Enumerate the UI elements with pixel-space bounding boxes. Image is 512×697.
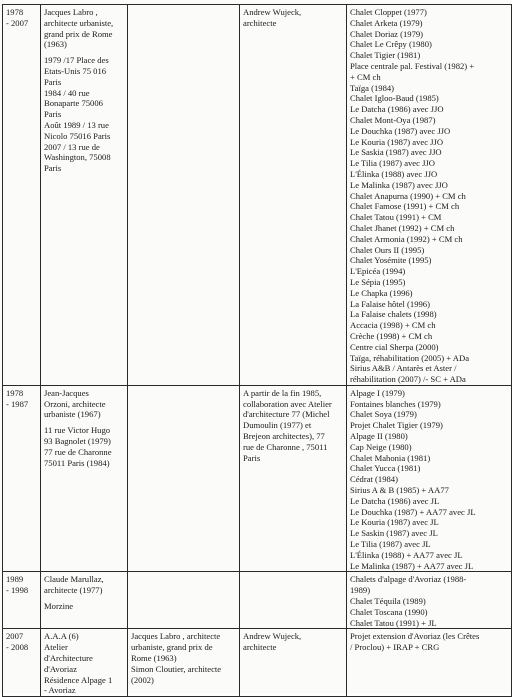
works-line: Place centrale pal. Festival (1982) + bbox=[350, 60, 475, 71]
works-line: Projet extension d'Avoriaz (les Crêtes bbox=[350, 631, 480, 642]
addresses1-line: 2007 / 13 rue de bbox=[44, 141, 100, 152]
addresses1-line: Morzine bbox=[44, 601, 74, 612]
architect1-line: Jean-Jacques bbox=[44, 387, 89, 398]
works-line: Chalet Téquila (1989) bbox=[350, 596, 426, 607]
collaborator-cell bbox=[240, 5, 347, 386]
architect-cell bbox=[41, 572, 128, 629]
works-line: Chalet Igloo-Baud (1985) bbox=[350, 93, 439, 104]
works-line: Le Chapka (1996) bbox=[350, 287, 413, 298]
architect1-line: d'Architecture bbox=[44, 653, 93, 664]
works-line: Chalet Jhanet (1992) + CM ch bbox=[350, 222, 455, 233]
works-line: La Falaise hôtel (1996) bbox=[350, 298, 430, 309]
architect1-line: Jacques Labro , bbox=[44, 7, 98, 17]
architect1-line: Résidence Alpage 1 bbox=[44, 674, 113, 685]
works-line: Le Saskia (1987) avec JJO bbox=[350, 147, 442, 158]
works-line: Sirius A&B / Antarès et Aster / bbox=[350, 363, 457, 374]
works-line: Chalet Armonia (1992) + CM ch bbox=[350, 233, 463, 244]
period-cell bbox=[3, 5, 41, 386]
works-line: Crèche (1998) + CM ch bbox=[350, 330, 433, 341]
architect3-line: architecte bbox=[243, 17, 277, 28]
architect3-line: A partir de la fin 1985, bbox=[243, 387, 322, 398]
works-line: Chalet Tatou (1991) + CM bbox=[350, 212, 442, 223]
works-line: Chalet Tigier (1981) bbox=[350, 50, 421, 61]
period-line: 1978 bbox=[6, 387, 24, 398]
works-line: Chalet Ours II (1995) bbox=[350, 244, 425, 255]
works-line: Chalet Mont-Oya (1987) bbox=[350, 114, 436, 125]
associate-architect-cell bbox=[128, 385, 240, 572]
architect-cell bbox=[41, 5, 128, 386]
architect2-line: (2002) bbox=[131, 674, 154, 685]
addresses1-line: Nicolo 75016 Paris bbox=[44, 130, 111, 141]
works-line: réhabilitation (2007) /- SC + ADa bbox=[350, 374, 466, 385]
architect3-line: architecte bbox=[243, 642, 277, 653]
works-line: Le Tilia (1987) avec JJO bbox=[350, 158, 435, 169]
associate-architect-cell bbox=[128, 5, 240, 386]
works-line: L'Epicéa (1994) bbox=[350, 266, 406, 277]
table-row bbox=[3, 5, 512, 386]
works-line: L'Élinka (1988) avec JJO bbox=[350, 168, 438, 179]
works-line: + CM ch bbox=[350, 71, 381, 82]
works-line: Le Kouria (1987) avec JJO bbox=[350, 136, 444, 147]
works-line: Le Datcha (1986) avec JJO bbox=[350, 104, 444, 115]
works-line: Chalet Cloppet (1977) bbox=[350, 7, 427, 17]
addresses1-line: 1984 / 40 rue bbox=[44, 87, 90, 98]
works-line: Le Tilia (1987) avec JL bbox=[350, 539, 431, 550]
period-line: 2007 bbox=[6, 631, 24, 642]
table-body bbox=[3, 5, 512, 697]
works-line: Alpage II (1980) bbox=[350, 431, 408, 442]
addresses1-line: 77 rue de Charonne bbox=[44, 446, 112, 457]
addresses1-line: 1979 /17 Place des bbox=[44, 55, 109, 66]
works-line: Chalet Arketa (1979) bbox=[350, 17, 423, 28]
period-line: - 2008 bbox=[6, 642, 29, 653]
works-line: Le Malinka (1987) avec JJO bbox=[350, 179, 448, 190]
architect2-line: Simon Cloutier, architecte bbox=[131, 663, 222, 674]
works-line: Chalet Toscana (1990) bbox=[350, 606, 428, 617]
works-cell bbox=[347, 385, 512, 572]
architect1-line: Orzoni, architecte bbox=[44, 398, 106, 409]
table-row bbox=[3, 385, 512, 572]
works-line: Accacia (1998) + CM ch bbox=[350, 320, 436, 331]
works-line: Le Douchka (1987) avec JJO bbox=[350, 125, 451, 136]
works-line: Le Datcha (1986) avec JL bbox=[350, 495, 440, 506]
works-line: Chalets d'alpage d'Avoriaz (1988- bbox=[350, 574, 467, 585]
associate-architect-cell bbox=[128, 629, 240, 697]
works-line: Le Malinka (1987) + AA77 avec JL bbox=[350, 560, 474, 571]
works-line: Sirius A & B (1985) + AA77 bbox=[350, 485, 449, 496]
works-line: Centre cial Sherpa (2000) bbox=[350, 341, 439, 352]
architect3-line: Brejeon architectes), 77 bbox=[243, 431, 325, 442]
addresses1-line: Etats-Unis 75 016 bbox=[44, 65, 107, 76]
architect1-line: A.A.A (6) bbox=[44, 631, 79, 642]
addresses1-line: 11 rue Victor Hugo bbox=[44, 425, 111, 436]
architect1-line: architecte (1977) bbox=[44, 585, 103, 596]
period-line: 1989 bbox=[6, 574, 24, 585]
architect1-line: (1963) bbox=[44, 39, 67, 50]
period-line: 1978 bbox=[6, 7, 24, 17]
works-line: 1989) bbox=[350, 585, 371, 596]
addresses1-line: Août 1989 / 13 rue bbox=[44, 119, 109, 130]
period-cell bbox=[3, 572, 41, 629]
associate-architect-cell bbox=[128, 572, 240, 629]
works-line: Fontaines blanches (1979) bbox=[350, 398, 441, 409]
architect3-line: d'architecture 77 (Michel bbox=[243, 409, 330, 420]
architect1-line: Atelier bbox=[44, 642, 68, 653]
architect-cell bbox=[41, 385, 128, 572]
works-line: Projet Chalet Tigier (1979) bbox=[350, 420, 443, 431]
architects-table bbox=[2, 4, 512, 697]
works-line: La Falaise chalets (1998) bbox=[350, 309, 437, 320]
works-line: Cap Neige (1980) bbox=[350, 441, 412, 452]
addresses1-line: Bonaparte 75006 bbox=[44, 98, 103, 109]
works-line: Chalet Doriaz (1979) bbox=[350, 28, 424, 39]
addresses1-line: Paris bbox=[44, 109, 62, 120]
works-line: Taïga, réhabilitation (2005) + ADa bbox=[350, 352, 470, 363]
period-line: - 2007 bbox=[6, 17, 29, 28]
works-line: L'Élinka (1988) + AA77 avec JL bbox=[350, 549, 463, 560]
architect1-line: urbaniste (1967) bbox=[44, 409, 101, 420]
works-line: Chalet Famose (1991) + CM ch bbox=[350, 201, 460, 212]
collaborator-cell bbox=[240, 385, 347, 572]
addresses1-line: Paris bbox=[44, 76, 62, 87]
addresses1-line: Paris bbox=[44, 163, 62, 174]
works-cell bbox=[347, 629, 512, 697]
table-row bbox=[3, 629, 512, 697]
works-line: Le Saskin (1987) avec JL bbox=[350, 528, 438, 539]
period-cell bbox=[3, 385, 41, 572]
addresses1-line: 75011 Paris (1984) bbox=[44, 457, 110, 468]
works-cell bbox=[347, 5, 512, 386]
architect3-line: collaboration avec Atelier bbox=[243, 398, 332, 409]
architect3-line: Andrew Wujeck, bbox=[243, 7, 302, 17]
period-line: - 1987 bbox=[6, 398, 29, 409]
architect1-line: architecte urbaniste, bbox=[44, 17, 114, 28]
works-line: Cédrat (1984) bbox=[350, 474, 398, 485]
period-cell bbox=[3, 629, 41, 697]
works-line: Chalet Anapurna (1990) + CM ch bbox=[350, 190, 466, 201]
works-line: Le Douchka (1987) + AA77 avec JL bbox=[350, 506, 476, 517]
collaborator-cell bbox=[240, 572, 347, 629]
architect3-line: Andrew Wujeck, bbox=[243, 631, 302, 642]
works-line: Alpage I (1979) bbox=[350, 387, 405, 398]
works-line: Chalet Le Crêpy (1980) bbox=[350, 39, 432, 50]
works-line: / Proclou) + IRAP + CRG bbox=[350, 642, 440, 653]
period-line: - 1998 bbox=[6, 585, 29, 596]
architect1-line: grand prix de Rome bbox=[44, 28, 113, 39]
architect3-line: Dumoulin (1977) et bbox=[243, 420, 312, 431]
works-line: Chalet Tatou (1991) + JL bbox=[350, 617, 437, 628]
works-line: Taïga (1984) bbox=[350, 82, 395, 93]
works-line: Le Kouria (1987) avec JL bbox=[350, 517, 439, 528]
works-line: Chalet Yosémite (1995) bbox=[350, 255, 432, 266]
architect1-line: Claude Marullaz, bbox=[44, 574, 104, 585]
works-line: Chalet Mahonia (1981) bbox=[350, 452, 431, 463]
architect3-line: Paris bbox=[243, 452, 261, 463]
works-cell bbox=[347, 572, 512, 629]
addresses1-line: Washington, 75008 bbox=[44, 152, 111, 163]
architect1-line: d'Avoriaz bbox=[44, 663, 77, 674]
works-line: Le Sépia (1995) bbox=[350, 276, 406, 287]
architect-cell bbox=[41, 629, 128, 697]
architect3-line: rue de Charonne , 75011 bbox=[243, 441, 328, 452]
architect2-line: urbaniste, grand prix de bbox=[131, 642, 213, 653]
architect2-line: Rome (1963) bbox=[131, 653, 177, 664]
works-line: Chalet Soya (1979) bbox=[350, 409, 417, 420]
collaborator-cell bbox=[240, 629, 347, 697]
works-line: Chalet Yucca (1981) bbox=[350, 463, 421, 474]
architect2-line: Jacques Labro , architecte bbox=[131, 631, 221, 642]
table-row bbox=[3, 572, 512, 629]
architect1-line: - Avoriaz bbox=[44, 685, 76, 696]
addresses1-line: 93 Bagnolet (1979) bbox=[44, 436, 111, 447]
